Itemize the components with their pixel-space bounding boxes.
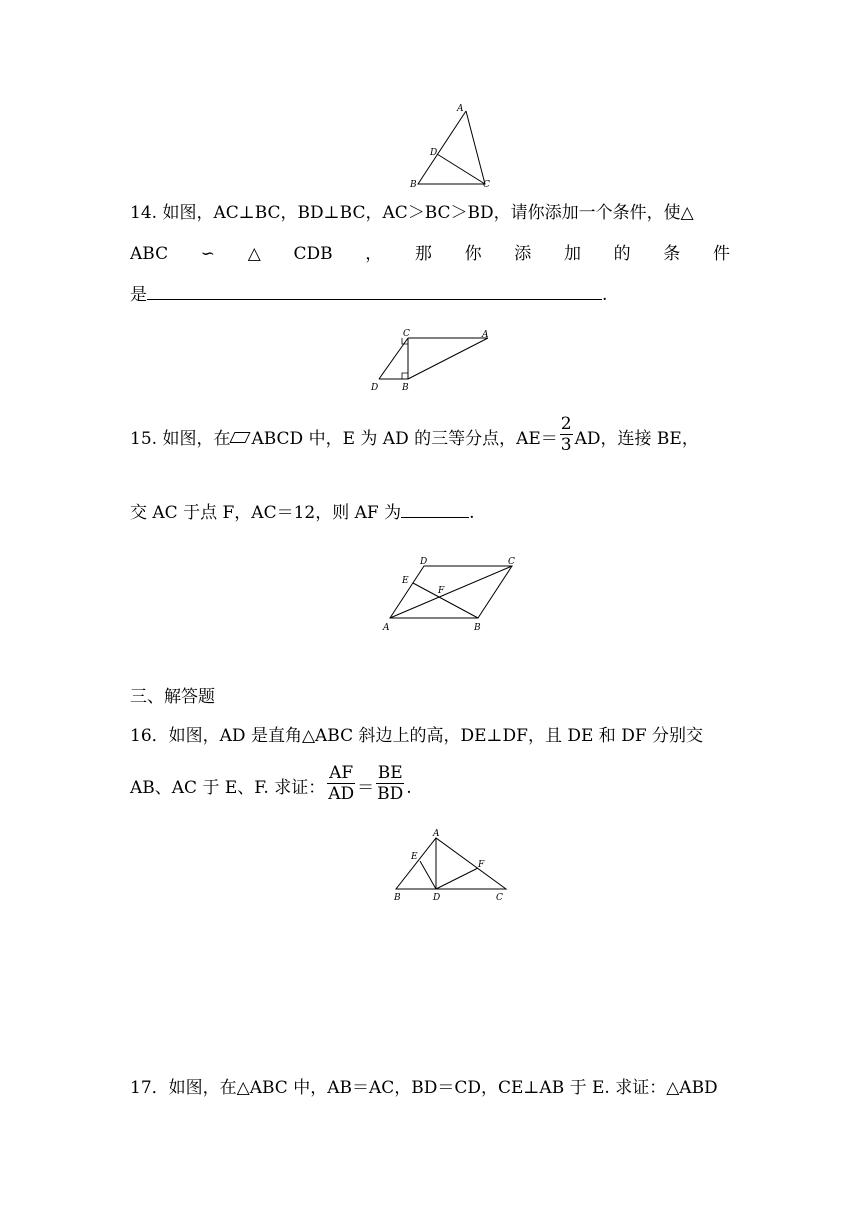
label-d: D — [420, 557, 428, 567]
label-a: A — [383, 623, 390, 633]
label-e: E — [402, 576, 409, 586]
answer-blank-q15[interactable] — [401, 501, 469, 518]
label-c: C — [403, 329, 410, 339]
label-a: A — [457, 104, 464, 114]
answer-blank-q14[interactable] — [147, 283, 602, 300]
figure-q15-parallelogram — [380, 550, 525, 635]
label-e: E — [411, 852, 418, 862]
label-d: D — [433, 893, 441, 903]
section-title: 三、解答题 — [130, 687, 215, 707]
label-c: C — [483, 180, 490, 190]
figure-q14 — [365, 325, 500, 395]
label-d: D — [371, 383, 379, 393]
label-f: F — [438, 586, 445, 596]
figure-q13-triangle — [405, 100, 495, 190]
label-c: C — [496, 893, 503, 903]
q16-line-1: 16．如图，AD 是直角△ABC 斜边上的高，DE⊥DF，且 DE 和 DF 分别交 — [130, 726, 704, 746]
label-b: B — [394, 893, 401, 903]
figure-q16-right-triangle — [390, 825, 515, 905]
label-f: F — [478, 860, 485, 870]
label-a: A — [482, 330, 489, 340]
label-b: B — [474, 623, 481, 633]
q14-line-1: 14. 如图，AC⊥BC，BD⊥BC，AC＞BC＞BD，请你添加一个条件，使△ — [130, 203, 694, 223]
q17-line-1: 17．如图，在△ABC 中，AB＝AC，BD＝CD，CE⊥AB 于 E. 求证：△ABD — [130, 1078, 718, 1098]
q15-line-1: 15. 如图，在 ABCD 中，E 为 AD 的三等分点，AE＝ $\frac{2}{3}$ AD，连接 BE， — [130, 414, 699, 455]
label-b: B — [402, 383, 409, 393]
q15-line-2: 交 AC 于点 F，AC＝12，则 AF 为 . — [130, 503, 475, 523]
label-d: D — [430, 148, 438, 158]
fraction-be-bd: $\frac{BE}{BD}$ — [377, 763, 404, 804]
label-a: A — [433, 829, 440, 839]
fraction-two-thirds: $\frac{2}{3}$ — [560, 414, 572, 455]
label-b: B — [410, 180, 417, 190]
q16-line-2: AB、AC 于 E、F. 求证： $\frac{AF}{AD}$ ＝ $\frac{BE}{BD}$ . — [130, 763, 412, 804]
q14-line-2: ABC ∽ △ CDB ， 那 你 添 加 的 条 件 — [130, 244, 730, 264]
parallelogram-icon — [230, 432, 251, 443]
q14-line-3: 是 . — [130, 285, 608, 305]
label-c: C — [508, 557, 515, 567]
fraction-af-ad: $\frac{AF}{AD}$ — [328, 763, 355, 804]
